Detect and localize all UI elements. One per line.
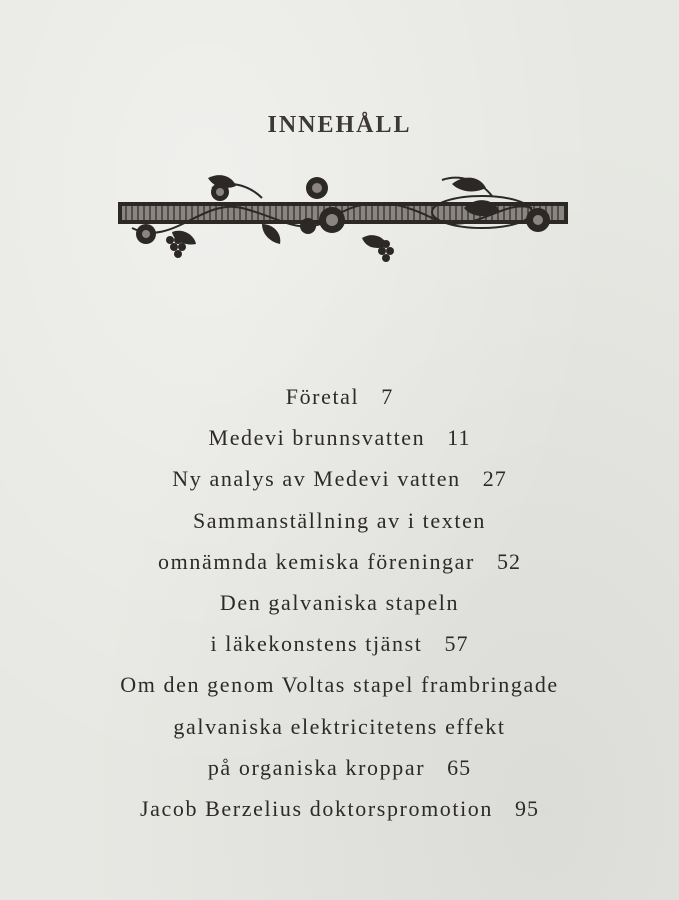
toc-entry-title: Jacob Berzelius doktorspromotion (139, 795, 494, 821)
toc-entry (0, 458, 679, 499)
toc-entry-page: 52 (496, 548, 521, 574)
toc-entry-title: Ny analys av Medevi vatten (172, 466, 461, 492)
toc-entry (0, 541, 679, 582)
toc-entry-title: galvaniska elektricitetens effekt (173, 713, 506, 739)
toc-entry-title: Sammanställning av i texten (192, 507, 487, 533)
toc-entry-title: Företal (285, 384, 360, 409)
toc-entry-title: Den galvaniska stapeln (219, 589, 460, 615)
toc-entry-page: 65 (447, 754, 472, 780)
toc-entry (0, 376, 679, 417)
toc-entry (0, 500, 679, 541)
table-of-contents (0, 376, 679, 829)
toc-entry (0, 747, 679, 788)
floral-vine-ornament-icon (112, 168, 574, 272)
toc-entry (0, 664, 679, 705)
toc-entry-page: 11 (447, 425, 471, 451)
toc-entry-page: 95 (515, 795, 540, 821)
toc-entry-page: 27 (482, 466, 507, 492)
toc-entry-title: Om den genom Voltas stapel frambringade (120, 672, 559, 698)
toc-entry-title: omnämnda kemiska föreningar (158, 548, 475, 574)
toc-entry-title: på organiska kroppar (207, 754, 426, 780)
toc-entry (0, 706, 679, 747)
toc-entry (0, 417, 679, 458)
toc-entry (0, 623, 679, 664)
toc-entry-page: 7 (381, 384, 394, 409)
toc-entry (0, 788, 679, 829)
toc-entry-title: Medevi brunnsvatten (208, 425, 426, 451)
toc-entry-page: 57 (444, 631, 469, 657)
toc-entry (0, 582, 679, 623)
page-heading: INNEHÅLL (267, 112, 412, 139)
toc-entry-title: i läkekonstens tjänst (210, 631, 423, 657)
